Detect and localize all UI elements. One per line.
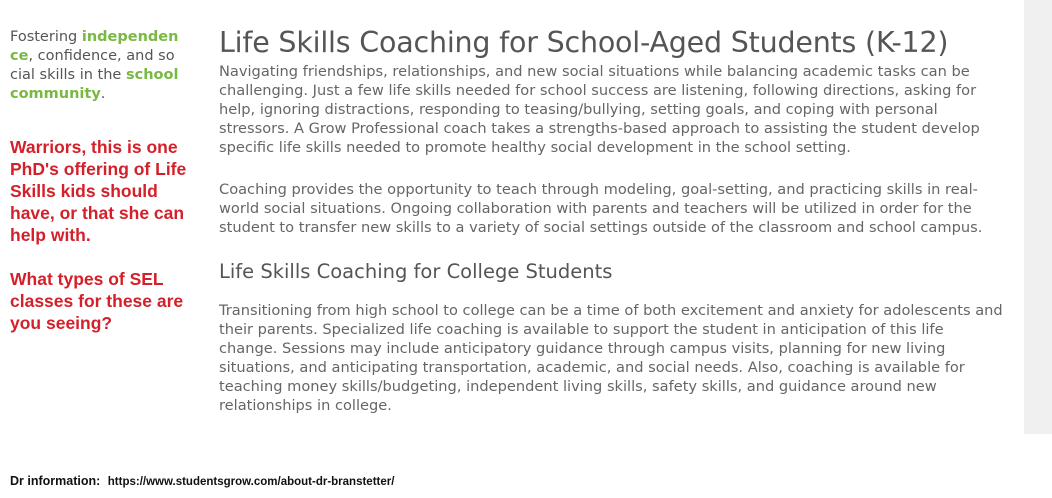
college-paragraph: Transitioning from high school to college can be a time of both excitement and anxiety for adolescents and their parents. Specialized life coaching is available to support the student in anticipation of this life change. Sessions may include anticipatory guidance through campus visits, planning for new living situations, and anticipating transportation, academic, and social needs. Also, coaching is available for teaching money skills/budgeting, independent living skills, safety skills, and guidance around new relationships in college. <box>219 302 1003 414</box>
college-section-heading: Life Skills Coaching for College Students <box>219 260 613 283</box>
footer-url-link[interactable]: https://www.studentsgrow.com/about-dr-branstetter/ <box>107 476 395 488</box>
k12-coaching-paragraph: Coaching provides the opportunity to teach through modeling, goal-setting, and practicing skills in real-world social situations. Ongoing collaboration with parents and teachers will be utilized in order for the student to transfer new skills to a variety of social settings outside of the classroom and school campus. <box>219 181 983 236</box>
footer-label: Dr information: <box>10 474 101 488</box>
footer-info <box>10 474 394 488</box>
warrior-note <box>10 136 200 334</box>
tagline-highlight-independence: independence <box>10 29 179 64</box>
sidebar <box>10 28 200 356</box>
page-scrollbar-track[interactable] <box>1024 0 1052 434</box>
tagline-highlight-school-community: school community <box>10 67 179 102</box>
warrior-note-paragraph-1: Warriors, this is one PhD's offering of Life Skills kids should have, or that she can help with. <box>10 137 187 245</box>
k12-intro-paragraph: Navigating friendships, relationships, and new social situations while balancing academic tasks can be challenging. Just a few life skills needed for school success are listening, following directions, asking for help, ignoring distractions, responding to teasing/bullying, setting goals, and coping with personal stressors. A Grow Professional coach takes a strengths-based approach to assisting the student develop specific life skills needed to promote healthy social development in the school setting. <box>219 63 980 156</box>
tagline-text-3: . <box>100 86 106 102</box>
tagline-text-1: Fostering <box>10 29 82 45</box>
tagline-text-2: , confidence, and social skills in the <box>10 48 175 83</box>
warrior-note-paragraph-2: What types of SEL classes for these are you seeing? <box>10 269 184 333</box>
page-title: Life Skills Coaching for School-Aged Students (K-12) <box>219 26 949 59</box>
sidebar-tagline <box>10 28 182 104</box>
main-content <box>219 24 1004 415</box>
